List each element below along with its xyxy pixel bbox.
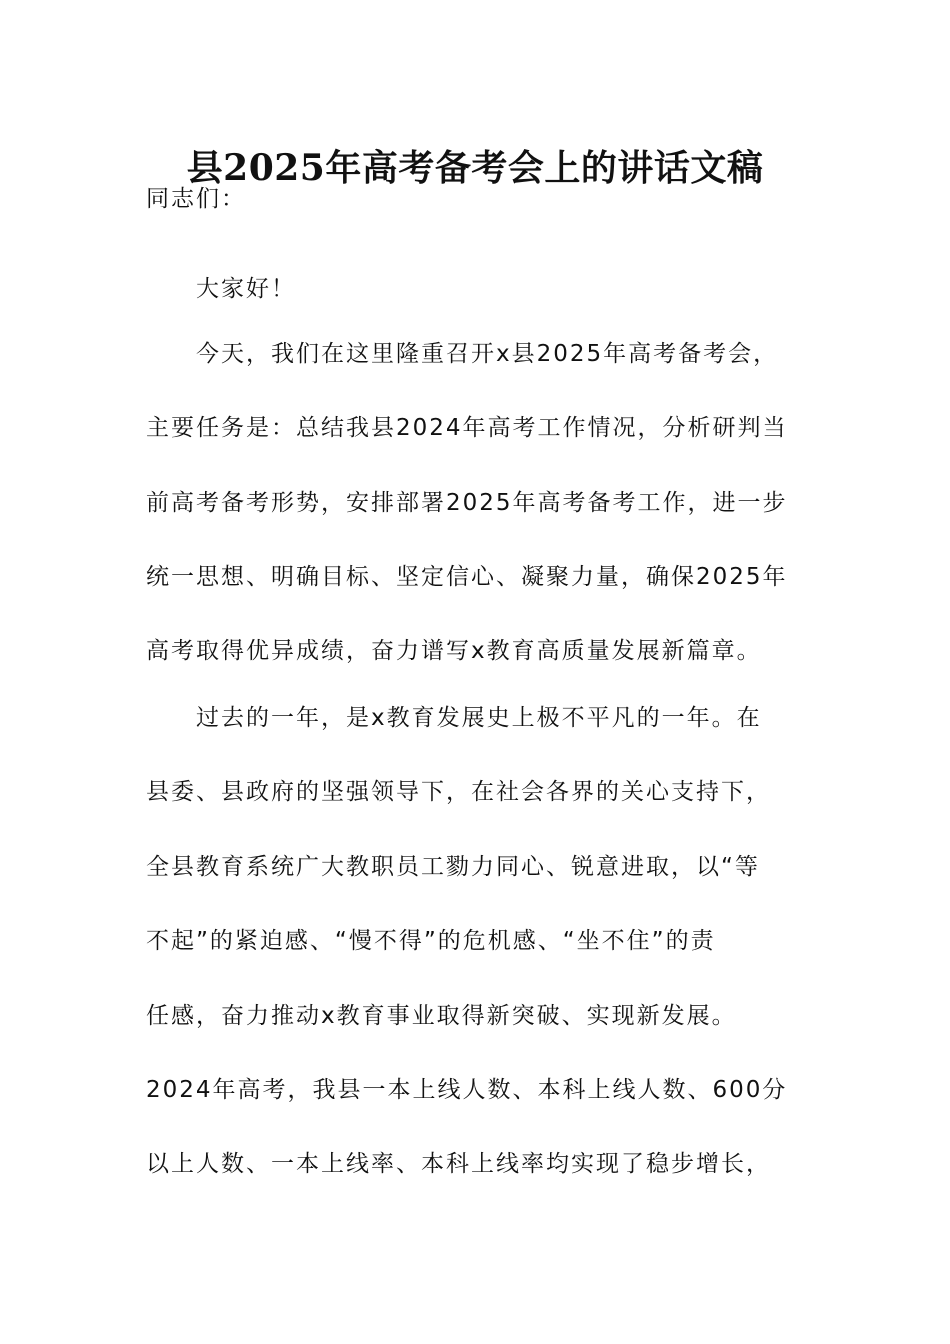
paragraph-line: 主要任务是：总结我县2024年高考工作情况，分析研判当	[146, 415, 788, 441]
paragraph-line: 统一思想、明确目标、坚定信心、凝聚力量，确保2025年	[146, 564, 788, 590]
paragraph-line: 过去的一年，是x教育发展史上极不平凡的一年。在	[196, 705, 762, 731]
paragraph-line: 以上人数、一本上线率、本科上线率均实现了稳步增长，	[146, 1151, 771, 1177]
salutation-line: 同志们：	[146, 186, 246, 212]
greeting-line: 大家好！	[196, 276, 296, 302]
paragraph-line: 任感，奋力推动x教育事业取得新突破、实现新发展。	[146, 1003, 737, 1029]
paragraph-line: 今天，我们在这里隆重召开x县2025年高考备考会，	[196, 341, 779, 367]
paragraph-line: 全县教育系统广大教职员工勠力同心、锐意进取，以“等	[146, 854, 760, 880]
paragraph-line: 不起”的紧迫感、“慢不得”的危机感、“坐不住”的责	[146, 928, 716, 954]
paragraph-line: 高考取得优异成绩，奋力谱写x教育高质量发展新篇章。	[146, 638, 762, 664]
paragraph-line: 县委、县政府的坚强领导下，在社会各界的关心支持下，	[146, 779, 771, 805]
paragraph-line: 前高考备考形势，安排部署2025年高考备考工作，进一步	[146, 490, 788, 516]
paragraph-line: 2024年高考，我县一本上线人数、本科上线人数、600分	[146, 1077, 788, 1103]
document-title: 县2025年高考备考会上的讲话文稿	[186, 147, 764, 189]
